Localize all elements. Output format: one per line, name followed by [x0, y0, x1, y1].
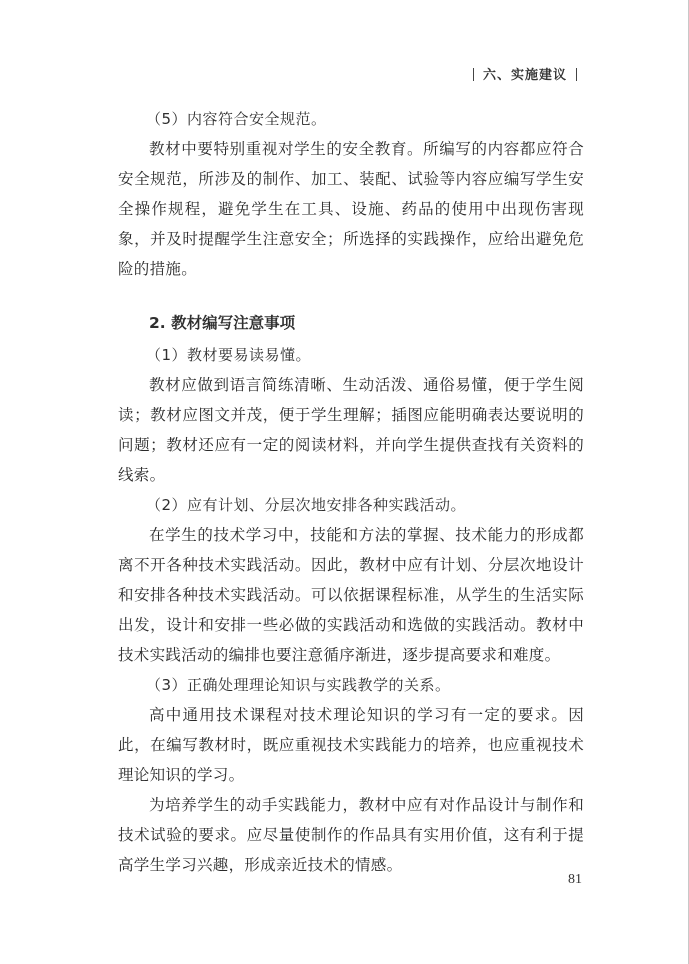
section-2-title: 2. 教材编写注意事项 — [149, 314, 296, 332]
item-1-paragraph: 教材应做到语言简练清晰、生动活泼、通俗易懂，便于学生阅读；教材应图文并茂，便于学生理解；插图应能明确表达要说明的问题；教材还应有一定的阅读材料，并向学生提供查找有关资料的线索。 — [118, 376, 584, 484]
item-5-paragraph: 教材中要特别重视对学生的安全教育。所编写的内容都应符合安全规范，所涉及的制作、加工、装配、试验等内容应编写学生安全操作规程，避免学生在工具、设施、药品的使用中出现伤害现象，并及时提醒学生注意安全；所选择的实践操作，应给出避免危险的措施。 — [118, 140, 584, 278]
item-1-heading: （1）教材要易读易懂。 — [146, 346, 312, 364]
item-5-heading: （5）内容符合安全规范。 — [146, 110, 327, 128]
document-body — [118, 104, 584, 880]
item-3-paragraph-2: 为培养学生的动手实践能力，教材中应有对作品设计与制作和技术试验的要求。应尽量使制作的作品具有实用价值，这有利于提高学生学习兴趣，形成亲近技术的情感。 — [118, 796, 584, 874]
running-header — [464, 64, 586, 83]
item-2-paragraph: 在学生的技术学习中，技能和方法的掌握、技术能力的形成都离不开各种技术实践活动。因此，教材中应有计划、分层次地设计和安排各种技术实践活动。可以依据课程标准，从学生的生活实际出发，设计和安排一些必做的实践活动和选做的实践活动。教材中技术实践活动的编排也要注意循序渐进，逐步提高要求和难度。 — [118, 526, 584, 664]
page-number: 81 — [568, 872, 582, 887]
header-left-bar — [473, 68, 474, 81]
item-2-heading: （2）应有计划、分层次地安排各种实践活动。 — [146, 496, 467, 514]
item-3-paragraph-1: 高中通用技术课程对技术理论知识的学习有一定的要求。因此，在编写教材时，既应重视技术实践能力的培养，也应重视技术理论知识的学习。 — [118, 706, 584, 784]
item-3-heading: （3）正确处理理论知识与实践教学的关系。 — [146, 676, 451, 694]
header-section-label: 六、实施建议 — [482, 68, 567, 83]
header-right-bar — [576, 68, 577, 81]
